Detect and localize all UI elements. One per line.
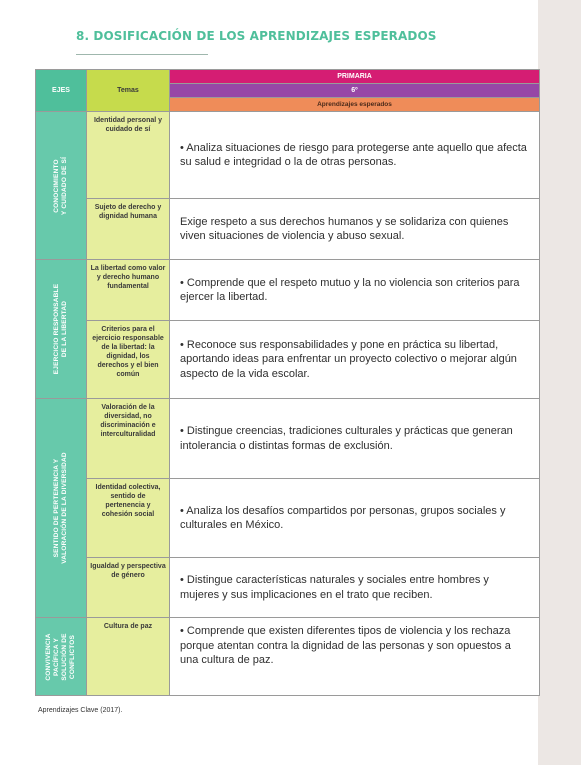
header-aprendizajes: Aprendizajes esperados — [170, 98, 540, 112]
tema-cell: Valoración de la diversidad, no discriminación e interculturalidad — [87, 399, 170, 479]
page-side-margin — [538, 0, 581, 765]
header-primaria: PRIMARIA — [170, 70, 540, 84]
eje-label: SENTIDO DE PERTENENCIA Y VALORACIÓN DE LA DIVERSIDAD — [53, 452, 68, 564]
eje-conocimiento — [36, 112, 87, 260]
table-row — [36, 618, 540, 696]
aprendizaje-cell: • Analiza los desafíos compartidos por personas, grupos sociales y culturales en México. — [170, 479, 540, 558]
header-ejes: EJES — [36, 70, 87, 112]
dosificacion-table — [35, 69, 540, 696]
tema-cell: Igualdad y perspectiva de género — [87, 558, 170, 618]
aprendizaje-cell: • Distingue características naturales y sociales entre hombres y mujeres y sus implicaciones en el trato que reciben. — [170, 558, 540, 618]
table-row — [36, 479, 540, 558]
aprendizaje-cell: • Comprende que existen diferentes tipos de violencia y los rechaza porque atentan contra la dignidad de las personas y son opuestos a una cultura de paz. — [170, 618, 540, 696]
tema-cell: Cultura de paz — [87, 618, 170, 696]
table-row — [36, 260, 540, 321]
tema-cell: Sujeto de derecho y dignidad humana — [87, 199, 170, 260]
eje-label: EJERCICIO RESPONSABLE DE LA LIBERTAD — [53, 283, 68, 375]
eje-libertad — [36, 260, 87, 399]
table-row — [36, 112, 540, 199]
tema-cell: Criterios para el ejercicio responsable de la libertad: la dignidad, los derechos y el bien común — [87, 321, 170, 399]
tema-cell: Identidad colectiva, sentido de pertenencia y cohesión social — [87, 479, 170, 558]
section-title: 8. DOSIFICACIÓN DE LOS APRENDIZAJES ESPERADOS — [76, 29, 437, 43]
aprendizaje-cell: Exige respeto a sus derechos humanos y se solidariza con quienes viven situaciones de violencia y abuso sexual. — [170, 199, 540, 260]
eje-pertenencia — [36, 399, 87, 618]
eje-label: CONVIVENCIA PACÍFICA Y SOLUCIÓN DE CONFLICTOS — [45, 632, 76, 681]
eje-label: CONOCIMIENTO Y CUIDADO DE SÍ — [53, 156, 68, 215]
table-row — [36, 321, 540, 399]
header-temas: Temas — [87, 70, 170, 112]
title-underline — [76, 54, 208, 55]
eje-convivencia — [36, 618, 87, 696]
aprendizaje-cell: • Comprende que el respeto mutuo y la no violencia son criterios para ejercer la libertad. — [170, 260, 540, 321]
aprendizaje-cell: • Reconoce sus responsabilidades y pone en práctica su libertad, aportando ideas para enfrentar un proyecto colectivo o mejorar algún aspecto de la vida escolar. — [170, 321, 540, 399]
table-row — [36, 199, 540, 260]
aprendizaje-cell: • Distingue creencias, tradiciones culturales y prácticas que generan intolerancia o distintas formas de exclusión. — [170, 399, 540, 479]
table-row — [36, 399, 540, 479]
tema-cell: La libertad como valor y derecho humano fundamental — [87, 260, 170, 321]
table-row — [36, 558, 540, 618]
source-note: Aprendizajes Clave (2017). — [38, 707, 123, 714]
aprendizaje-cell: • Analiza situaciones de riesgo para protegerse ante aquello que afecta su salud e integridad o la de otras personas. — [170, 112, 540, 199]
header-grado: 6º — [170, 84, 540, 98]
tema-cell: Identidad personal y cuidado de sí — [87, 112, 170, 199]
